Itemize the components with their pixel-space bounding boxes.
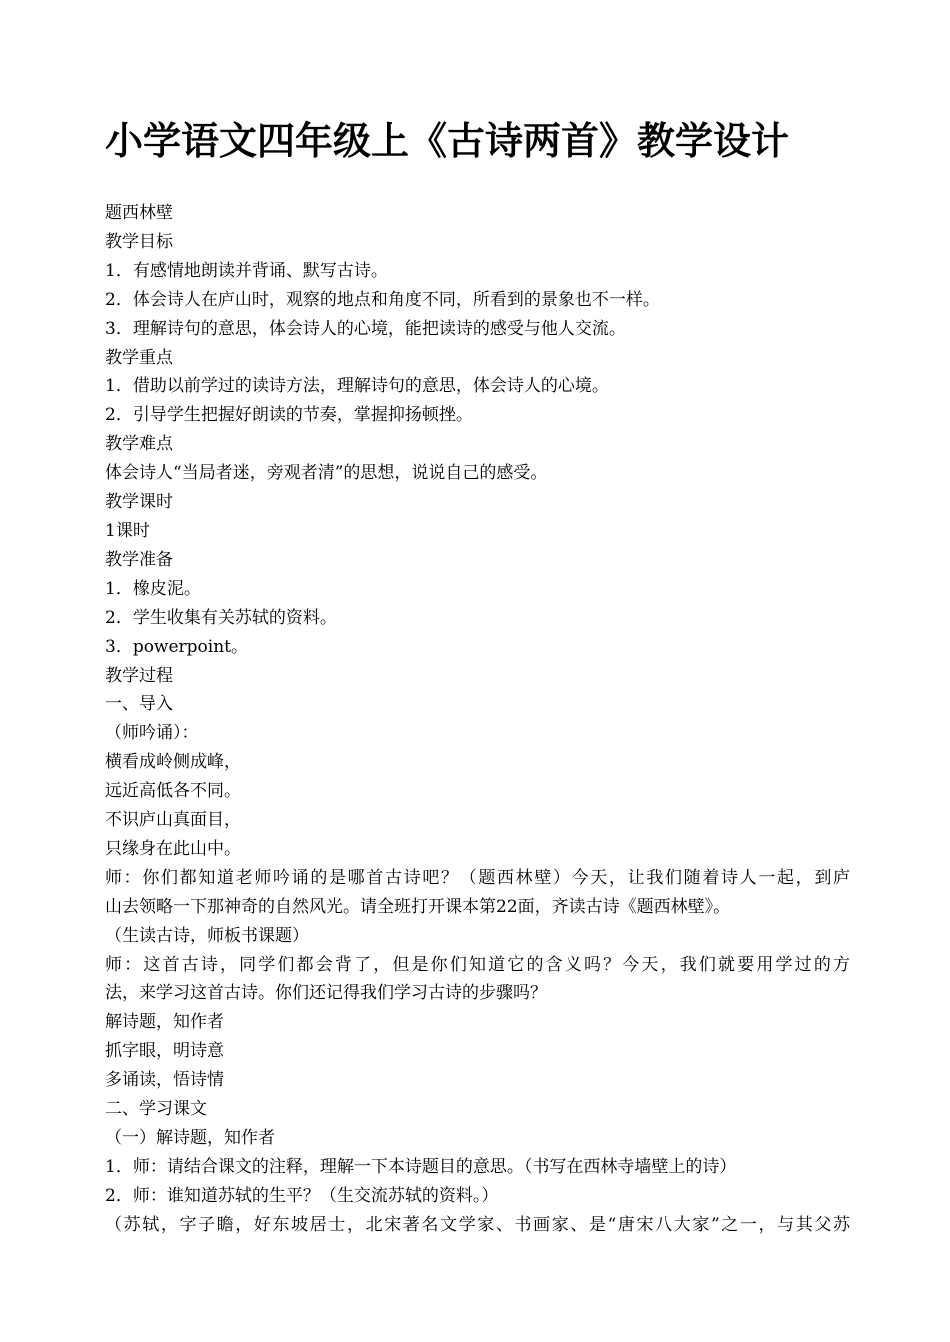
poem-line: 只缘身在此山中。 [105, 838, 241, 859]
text-line: （苏轼，字子瞻，好东坡居士，北宋著名文学家、书画家、是“唐宋八大家”之一，与其父苏 [105, 1214, 850, 1235]
text-line: 1．借助以前学过的读诗方法，理解诗句的意思，体会诗人的心境。 [105, 376, 609, 397]
text-line: 2．学生收集有关苏轼的资料。 [105, 607, 337, 628]
text-line: 3．powerpoint。 [105, 636, 249, 657]
poem-line: 不识庐山真面目， [105, 810, 241, 831]
section-heading: 教学过程 [105, 665, 173, 686]
text-line: 抓字眼，明诗意 [105, 1041, 224, 1062]
section-heading: 教学准备 [105, 549, 173, 570]
section-heading: 教学目标 [105, 231, 173, 252]
text-line: （师吟诵）： [105, 723, 199, 744]
section-heading: 教学课时 [105, 492, 173, 513]
text-line: 1课时 [105, 520, 150, 541]
text-line: 一、导入 [105, 694, 173, 715]
poem-line: 横看成岭侧成峰， [105, 752, 241, 773]
text-line: （生读古诗，师板书课题） [105, 925, 309, 946]
text-line: 师：这首古诗，同学们都会背了，但是你们知道它的含义吗？今天，我们就要用学过的方 [105, 954, 850, 975]
text-line: 2．体会诗人在庐山时，观察的地点和角度不同，所看到的景象也不一样。 [105, 289, 660, 310]
text-line: 1．橡皮泥。 [105, 578, 201, 599]
text-line: 多诵读，悟诗情 [105, 1070, 224, 1091]
text-line: 山去领略一下那神奇的自然风光。请全班打开课本第22面，齐读古诗《题西林壁》。 [105, 896, 731, 917]
section-heading: 教学重点 [105, 347, 173, 368]
document-title: 小学语文四年级上《古诗两首》教学设计 [105, 119, 790, 163]
poem-line: 远近高低各不同。 [105, 781, 241, 802]
text-line: 2．师：谁知道苏轼的生平？（生交流苏轼的资料。） [105, 1185, 499, 1206]
text-line: 1．有感情地朗读并背诵、默写古诗。 [105, 260, 388, 281]
text-line: 1．师：请结合课文的注释，理解一下本诗题目的意思。（书写在西林寺墙壁上的诗） [105, 1156, 737, 1177]
text-line: 题西林壁 [105, 203, 173, 223]
text-line: 体会诗人“当局者迷，旁观者清”的思想，说说自己的感受。 [105, 463, 548, 484]
text-line: 解诗题，知作者 [105, 1012, 224, 1033]
text-line: 3．理解诗句的意思，体会诗人的心境，能把读诗的感受与他人交流。 [105, 318, 626, 339]
section-heading: 教学难点 [105, 434, 173, 455]
document-body [105, 199, 850, 1240]
text-line: 二、学习课文 [105, 1099, 207, 1120]
text-line: （一）解诗题，知作者 [105, 1128, 275, 1148]
text-line: 师：你们都知道老师吟诵的是哪首古诗吧？（题西林壁）今天，让我们随着诗人一起，到庐 [105, 867, 850, 888]
text-line: 法，来学习这首古诗。你们还记得我们学习古诗的步骤吗？ [105, 983, 547, 1004]
text-line: 2．引导学生把握好朗读的节奏，掌握抑扬顿挫。 [105, 405, 473, 426]
